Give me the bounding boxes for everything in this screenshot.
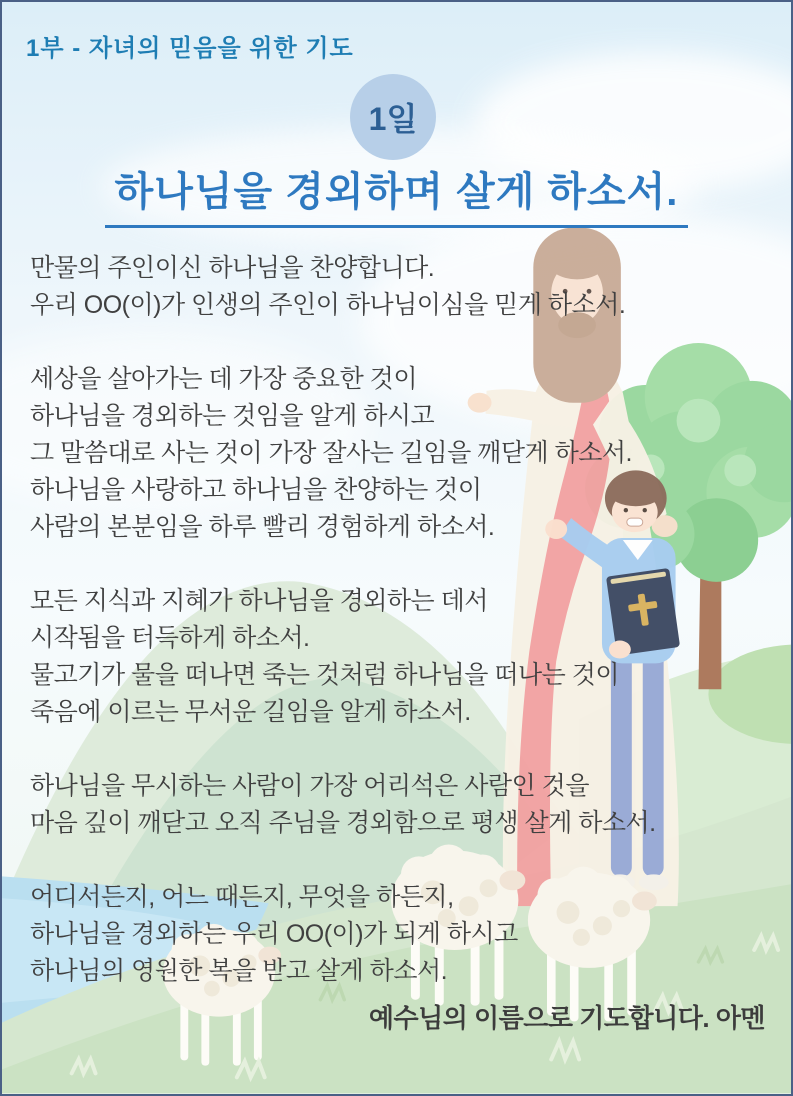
prayer-paragraph <box>30 250 770 324</box>
part-header: 1부 - 자녀의 믿음을 위한 기도 <box>26 35 354 62</box>
prayer-line: 하나님을 사랑하고 하나님을 찬양하는 것이 <box>30 476 482 504</box>
page-title: 하나님을 경외하며 살게 하소서. <box>105 160 689 228</box>
prayer-paragraph <box>30 879 770 990</box>
prayer-line: 물고기가 물을 떠나면 죽는 것처럼 하나님을 떠나는 것이 <box>30 661 620 689</box>
day-badge <box>350 74 436 160</box>
prayer-line: 죽음에 이르는 무서운 길임을 알게 하소서. <box>30 698 471 726</box>
closing-line: 예수님의 이름으로 기도합니다. 아멘 <box>368 1003 765 1033</box>
prayer-line: 마음 깊이 깨닫고 오직 주님을 경외함으로 평생 살게 하소서. <box>30 809 656 837</box>
prayer-line: 그 말씀대로 사는 것이 가장 잘사는 길임을 깨닫게 하소서. <box>30 439 632 467</box>
prayer-line: 하나님의 영원한 복을 받고 살게 하소서. <box>30 957 448 985</box>
prayer-line: 만물의 주인이신 하나님을 찬양합니다. <box>30 254 435 282</box>
prayer-line: 하나님을 경외하는 우리 OO(이)가 되게 하시고 <box>30 920 518 948</box>
prayer-paragraph <box>30 583 770 731</box>
prayer-line: 우리 OO(이)가 인생의 주인이 하나님이심을 믿게 하소서. <box>30 291 626 319</box>
prayer-line: 시작됨을 터득하게 하소서. <box>30 624 310 652</box>
title-wrap <box>2 160 791 228</box>
prayer-body <box>30 250 770 1027</box>
prayer-line: 세상을 살아가는 데 가장 중요한 것이 <box>30 365 417 393</box>
prayer-paragraph <box>30 768 770 842</box>
prayer-line: 모든 지식과 지혜가 하나님을 경외하는 데서 <box>30 587 488 615</box>
day-badge-label: 1일 <box>368 101 418 137</box>
prayer-line: 하나님을 무시하는 사람이 가장 어리석은 사람인 것을 <box>30 772 589 800</box>
prayer-line: 사람의 본분임을 하루 빨리 경험하게 하소서. <box>30 513 495 541</box>
prayer-paragraph <box>30 361 770 546</box>
prayer-line: 하나님을 경외하는 것임을 알게 하시고 <box>30 402 435 430</box>
prayer-line: 어디서든지, 어느 때든지, 무엇을 하든지, <box>30 883 454 911</box>
